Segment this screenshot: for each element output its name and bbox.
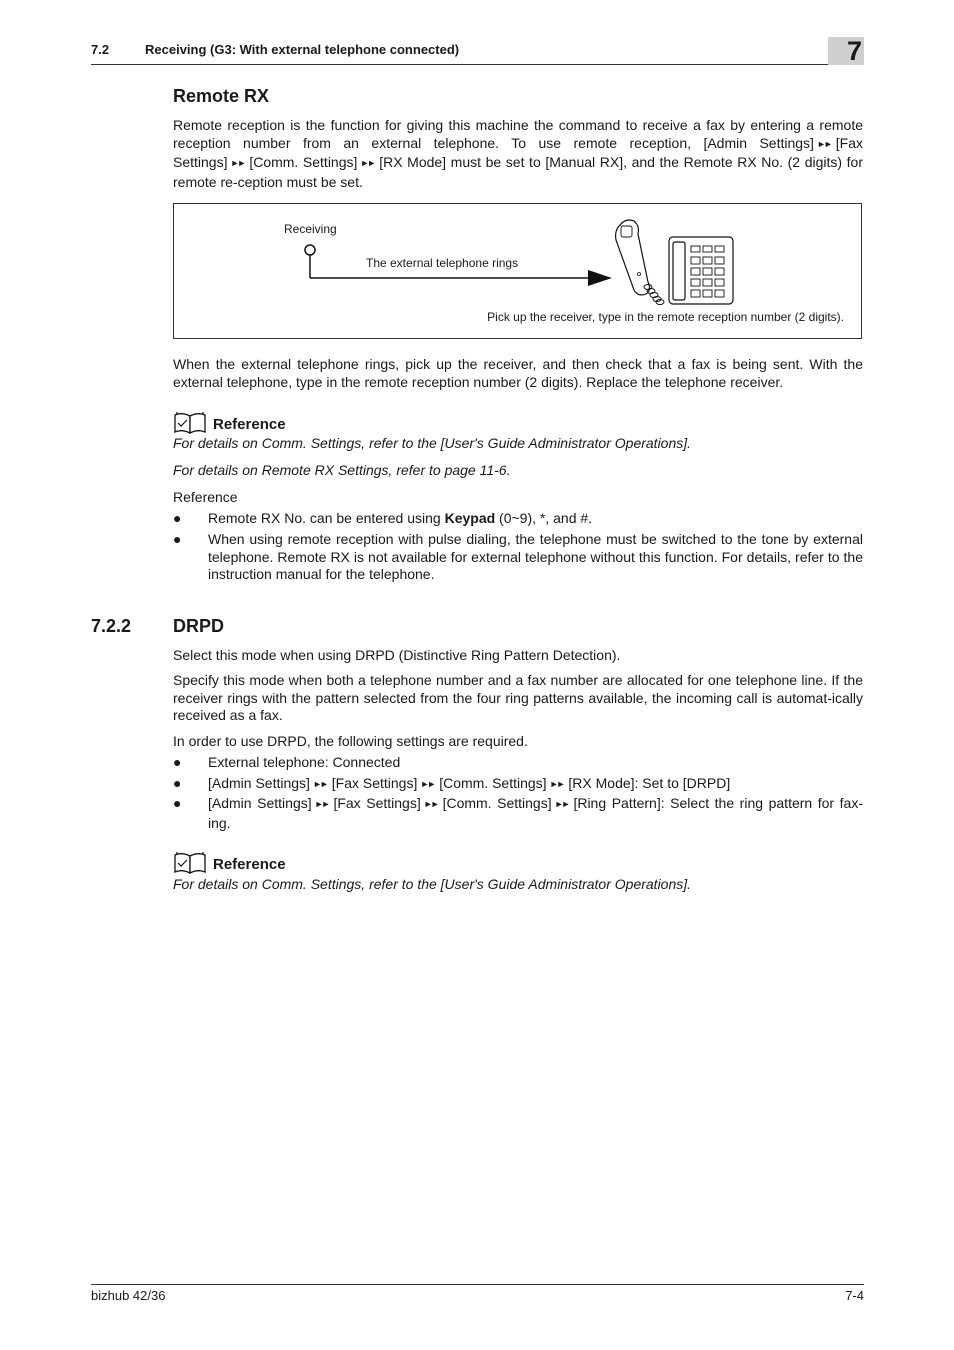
bullet: ● xyxy=(173,754,182,770)
chapter-number: 7 xyxy=(846,36,862,66)
header-section-number: 7.2 xyxy=(91,42,110,57)
remote-rx-heading: Remote RX xyxy=(173,86,270,106)
reference-heading: Reference xyxy=(213,416,286,433)
after-figure-paragraph: When the external telephone rings, pick up the receiver, and then check that a fax is being sent. With the external telephone, type in the remote reception number (2 digits). Replace the telephone receiver. xyxy=(173,356,863,390)
footer-model: bizhub 42/36 xyxy=(91,1288,166,1303)
double-arrow-icon: ►► xyxy=(554,799,569,809)
drpd-heading: DRPD xyxy=(173,616,225,636)
double-arrow-icon: ►► xyxy=(549,779,564,789)
header-rule xyxy=(91,64,864,65)
reference-line: For details on Comm. Settings, refer to the [User's Guide Administrator Operations]. xyxy=(173,876,692,892)
intro-text-2: [Fax Settings] xyxy=(173,134,863,171)
double-arrow-icon: ►► xyxy=(312,779,327,789)
footer-page-number: 7-4 xyxy=(845,1288,864,1303)
figure-drawing xyxy=(174,204,861,338)
telephone-icon xyxy=(616,220,733,305)
drpd-section-number: 7.2.2 xyxy=(91,616,132,636)
intro-text-1: Remote reception is the function for giving this machine the command to receive a fax by entering a remote reception number from an external telephone. To use remote reception, [Admin Settings] xyxy=(173,117,863,151)
plain-reference-label: Reference xyxy=(173,489,238,505)
drpd-paragraph: Specify this mode when both a telephone number and a fax number are allocated for one telephone line. If the receiver rings with the pattern selected from the four ring patterns available, the incoming call is automat-ically received as a fax. xyxy=(173,672,863,724)
double-arrow-icon: ►► xyxy=(816,138,831,149)
drpd-paragraph: Select this mode when using DRPD (Distinctive Ring Pattern Detection). xyxy=(173,647,621,663)
intro-text-4: [RX Mode] must be set to [Manual RX], and the Remote RX No. (2 digits) for remote re-ception must be set. xyxy=(173,154,863,191)
double-arrow-icon: ►► xyxy=(420,779,435,789)
intro-text-3: [Comm. Settings] xyxy=(249,154,358,171)
book-icon xyxy=(173,851,207,875)
bullet: ● xyxy=(173,775,182,791)
double-arrow-icon: ►► xyxy=(230,158,245,169)
figure-label-pickup: Pick up the receiver, type in the remote reception number (2 digits). xyxy=(487,310,844,324)
bullet-item: External telephone: Connected xyxy=(208,754,401,770)
remote-rx-intro xyxy=(173,117,863,192)
footer-rule xyxy=(91,1284,864,1285)
reference-line: For details on Remote RX Settings, refer to page 11-6. xyxy=(173,462,511,478)
bullet: ● xyxy=(173,531,182,547)
bullet-item: When using remote reception with pulse dialing, the telephone must be switched to the tone by external telephone. Remote RX is not available for external telephone without this function. For details, refer to the instruction manual for the telephone. xyxy=(208,531,863,583)
remote-rx-figure xyxy=(173,203,862,339)
bullet-item: [Admin Settings] ►► [Fax Settings] ►► [Comm. Settings] ►► [Ring Pattern]: Select the ring pattern for fax-ing. xyxy=(208,795,864,831)
bullet: ● xyxy=(173,510,182,526)
book-icon xyxy=(173,411,207,435)
bullet-item: [Admin Settings] ►► [Fax Settings] ►► [Comm. Settings] ►► [RX Mode]: Set to [DRPD] xyxy=(208,775,731,791)
ring-arrow xyxy=(305,245,612,286)
bullet: ● xyxy=(173,795,182,811)
bullet-item: Remote RX No. can be entered using Keypad (0~9), *, and #. xyxy=(208,510,593,526)
double-arrow-icon: ►► xyxy=(423,799,438,809)
double-arrow-icon: ►► xyxy=(360,158,375,169)
figure-label-rings: The external telephone rings xyxy=(366,256,519,270)
drpd-paragraph: In order to use DRPD, the following settings are required. xyxy=(173,733,528,749)
figure-label-receiving: Receiving xyxy=(284,222,337,236)
header-section-title: Receiving (G3: With external telephone connected) xyxy=(145,42,460,57)
double-arrow-icon: ►► xyxy=(314,799,329,809)
reference-line: For details on Comm. Settings, refer to the [User's Guide Administrator Operations]. xyxy=(173,435,692,451)
reference-heading: Reference xyxy=(213,856,286,873)
